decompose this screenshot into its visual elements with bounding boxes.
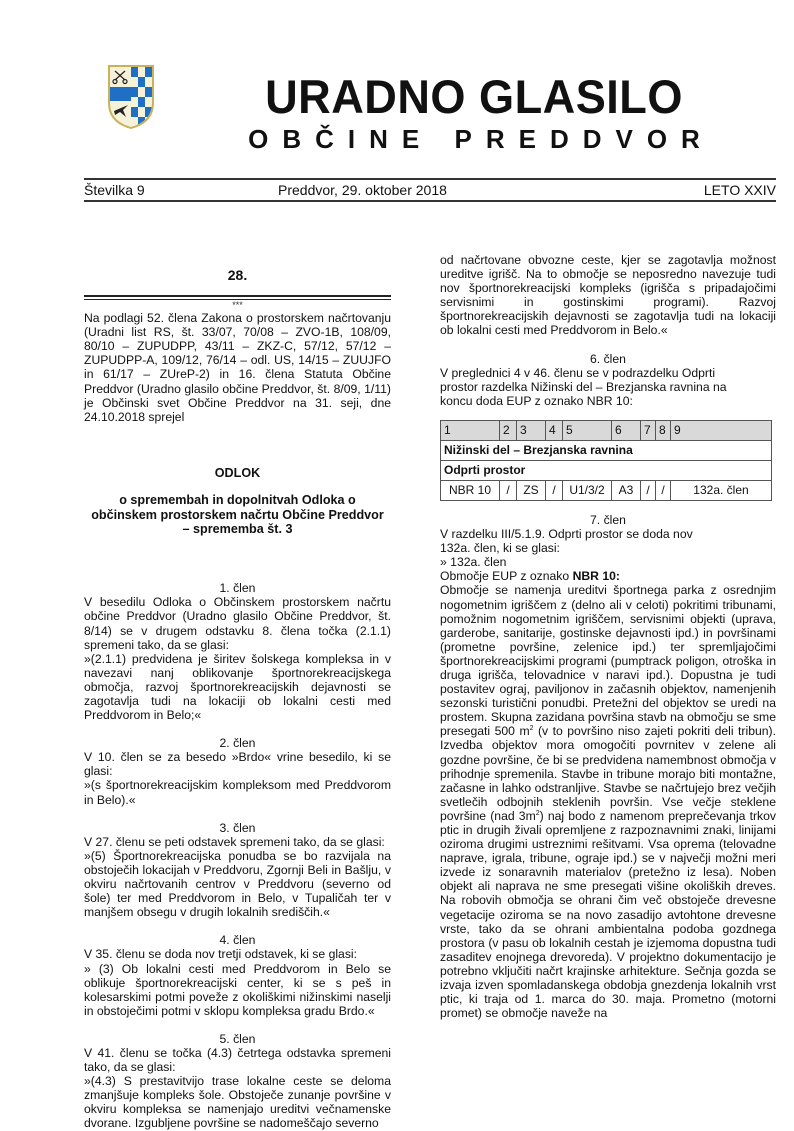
table-header-cell: 6 <box>612 420 641 440</box>
article-number: 28. <box>227 267 248 283</box>
eup-label: Območje EUP z oznako <box>440 569 570 584</box>
right-column <box>440 253 776 1020</box>
municipality-crest-logo <box>106 63 156 131</box>
table-cell: / <box>656 480 671 500</box>
table-cell: 132a. člen <box>671 480 772 500</box>
table-header-cell: 4 <box>546 420 563 440</box>
clen-6-heading: 6. člen <box>590 351 626 366</box>
eup-code: NBR 10: <box>572 569 620 584</box>
clen-5-quote-part2: od načrtovane obvozne ceste, kjer se zagotavlja možnost ureditve igrišč. Na to območje se neposredno navezuje tudi nov športnorekreacijski kompleks (igrišča s pripadajočimi servisnimi in gostinskimi programi). Razvoj športnorekreacijskih dejavnosti se zagotavlja tudi na lokaciji ob lokalni cesti med Preddvorom in Belo.« <box>440 253 776 338</box>
clen-5-heading: 5. člen <box>219 1031 256 1046</box>
clen-3-text: V 27. členu se peti odstavek spremeni tako, da se glasi: <box>84 834 385 849</box>
table-cell: U1/3/2 <box>563 480 612 500</box>
table-cell: NBR 10 <box>441 480 500 500</box>
clen-7-body-part-a: Območje se namenja ureditvi športnega parka z osrednjim nogometnim igriščem z (delno ali v celoti) pokritimi tribunami, pomožnim nogometnim igriščem, servisnimi objekti (uprava, garderobe, sanitarije, gostinske dejavnosti ipd.) in površinami (prometne površine, zelenice ipd.) ter spremljajočimi športnorekreacijskimi programi (pumptrack poligon, otroška in druga igrišča, telovadnice v naravi ipd.). Dopustna je tudi postavitev ograj, paviljonov in začasnih objektov, namenjenih sezonski turistični ponudbi. Pretežni del objektov se uredi na prostem. Skupna zazidana površina stavb na območju se sme presegati 500 m <box>440 583 776 739</box>
clen-5-text: V 41. členu se točka (4.3) četrtega odstavka spremeni tako, da se glasi: <box>84 1045 391 1075</box>
left-column <box>84 268 391 1131</box>
issue-number: Številka 9 <box>84 182 145 198</box>
superscript-2: 2 <box>535 809 540 817</box>
clen-1-heading: 1. člen <box>219 581 256 596</box>
table-header-cell: 3 <box>517 420 546 440</box>
preamble: Na podlagi 52. člena Zakona o prostorskem načrtovanju (Uradni list RS, št. 33/07, 70/08 – ZVO-1B, 108/09, 80/10 – ZUPUDPP, 43/11 – ZKZ-C, 57/12, 57/12 – ZUPUDPP-A, 109/12, 76/14 – odl. US, 14/15 – ZUUJFO in 61/17 – ZUreP-2) in 16. člena Statuta Občine Preddvor (Uradno glasilo občine Preddvor, št. 8/09, 1/11) je Občinski svet Občine Preddvor na 31. seji, dne 24.10.2018 sprejel <box>84 311 391 424</box>
clen-2-quote: »(s športnorekreacijskim kompleksom med Preddvorom in Belo).« <box>84 778 391 807</box>
table-header-cell: 9 <box>671 420 772 440</box>
issue-year: LETO XXIV <box>703 182 776 198</box>
table-header-cell: 2 <box>500 420 517 440</box>
superscript-2: 2 <box>529 725 534 733</box>
clen-7-quote-title: » 132a. člen <box>440 555 507 570</box>
clen-6-text: V preglednici 4 v 46. členu se v podrazdelku Odprti prostor razdelka Nižinski del – Brezjanska ravnina na koncu doda EUP z oznako NBR 10: <box>440 365 727 408</box>
table-section-cell: Nižinski del – Brezjanska ravnina <box>441 440 772 460</box>
eup-table <box>440 420 772 501</box>
table-subsection-row <box>441 460 772 480</box>
table-header-cell: 7 <box>641 420 656 440</box>
clen-7-text: V razdelku III/5.1.9. Odprti prostor se doda nov 132a. člen, ki se glasi: <box>440 527 693 556</box>
table-cell: / <box>546 480 563 500</box>
decree-subtitle: o spremembah in dopolnitvah Odloka o občinskem prostorskem načrtu Občine Preddvor – sprememba št. 3 <box>91 493 384 537</box>
clen-7-body <box>440 583 776 1020</box>
issue-info-bar <box>84 181 776 199</box>
table-cell: A3 <box>612 480 641 500</box>
table-row <box>441 480 772 500</box>
table-section-row <box>441 440 772 460</box>
table-cell: / <box>641 480 656 500</box>
table-header-cell: 8 <box>656 420 671 440</box>
clen-1-quote: »(2.1.1) predvidena je širitev šolskega kompleksa in v navezavi nanj oblikovanje športnorekreacijskega območja, razvoj športnorekreacijskih dejavnosti se zagotavlja tudi na lokaciji ob lokalni cesti med Preddvorom in Belo;« <box>84 651 391 723</box>
clen-7-body-part-c: ) naj bodo z namenom preprečevanja trkov ptic in drugih živali opremljene z razpoznavnimi znaki, linijami oziroma drugimi ustreznimi rešitvami. Vsa oprema (telovadne naprave, igrala, tribune, ograje ipd.) se v največji možni meri izvede iz sonaravnih materialov (pretežno iz lesa). Noben objekt ali naprava ne sme presegati višine okoliških dreves. Na robovih območja se ohrani čim več obstoječe drevesne vegetacije oziroma se na novo zasadijo avtohtone drevesne vrste, tako da se ohrani ambientalna podoba gozdnega prostora (v pasu ob lokalnih cestah je izjemoma dopustna tudi zasaditev enojnega drevoreda). V projektno dokumentacijo je potrebno vključiti načrt krajinske arhitekture. Sečnja gozda se izvaja izven spomladanskega obdobja gnezdenja lokalnih vrst ptic, ki traja od 1. marca do 30. maja. Prometno (motorni promet) se območje naveže na <box>440 808 777 1021</box>
table-header-cell: 5 <box>563 420 612 440</box>
clen-7-heading: 7. člen <box>590 512 626 527</box>
clen-3-heading: 3. člen <box>219 820 256 835</box>
table-header-cell: 1 <box>441 420 500 440</box>
separator-stars: *** <box>232 300 243 311</box>
clen-2-text: V 10. člen se za besedo »Brdo« vrine besedilo, ki se glasi: <box>84 750 391 779</box>
clen-7-body-part-b: (v to površino niso zajeti pokriti deli tribun). Izvedba objektov mora omogočiti povrnitev v zelene ali gozdne površine, če bi se predvidena namembnost območja v prihodnje spremenila. Stavbe in tribune morajo biti montažne, začasne in lahko odstranljive. Stavbe se načrtujejo brez večjih svetlečih odbojnih steklenih površin. Vse večje steklene površine (nad 3m <box>440 724 776 823</box>
decree-heading: ODLOK <box>214 466 261 481</box>
clen-2-heading: 2. člen <box>219 736 256 751</box>
clen-7-eup-line <box>440 569 776 583</box>
clen-4-text: V 35. členu se doda nov tretji odstavek, ki se glasi: <box>84 947 358 962</box>
table-cell: ZS <box>517 480 546 500</box>
gazette-title: URADNO GLASILO <box>265 70 683 123</box>
header-bottom-rule <box>84 200 776 202</box>
clen-4-quote: » (3) Ob lokalni cesti med Preddvorom in Belo se oblikuje športnorekreacijski center, ki se s peš in kolesarskimi potmi poveže z okoliškimi nižinskimi naselji in obstoječimi potmi v sklopu kompleksa gradu Brdo.« <box>84 961 391 1018</box>
clen-1-text: V besedilu Odloka o Občinskem prostorskem načrtu občine Preddvor (Uradno glasilo Občine Preddvor, št. 8/14) se v drugem odstavku 8. člena točka (2.1.1) spremeni tako, da se glasi: <box>84 595 391 652</box>
clen-3-quote: »(5) Športnorekreacijska ponudba se bo razvijala na obstoječih lokacijah v Preddvoru, Zgornji Beli in Bašlju, v okviru načrtovanih centrov v Preddvoru (severno od šole) ter med Preddvorom in Belo, v Tupaličah ter v manjšem obsegu v drugih lokalnih središčih.« <box>84 848 391 920</box>
clen-5-quote-part1: »(4.3) S prestavitvijo trase lokalne ceste se deloma zmanjšuje kompleks šole. Obstoječe zunanje površine v okviru kompleksa se namenjajo ureditvi večnamenske dvorane. Izgubljene površine se nadomeščajo severno <box>84 1074 391 1131</box>
issue-place-date: Preddvor, 29. oktober 2018 <box>278 182 447 198</box>
clen-4-heading: 4. člen <box>219 933 256 948</box>
table-subsection-cell: Odprti prostor <box>441 460 772 480</box>
header-top-rule <box>84 178 776 180</box>
gazette-subtitle: OBČINE PREDDVOR <box>248 124 714 154</box>
table-header-row <box>441 420 772 440</box>
table-cell: / <box>500 480 517 500</box>
